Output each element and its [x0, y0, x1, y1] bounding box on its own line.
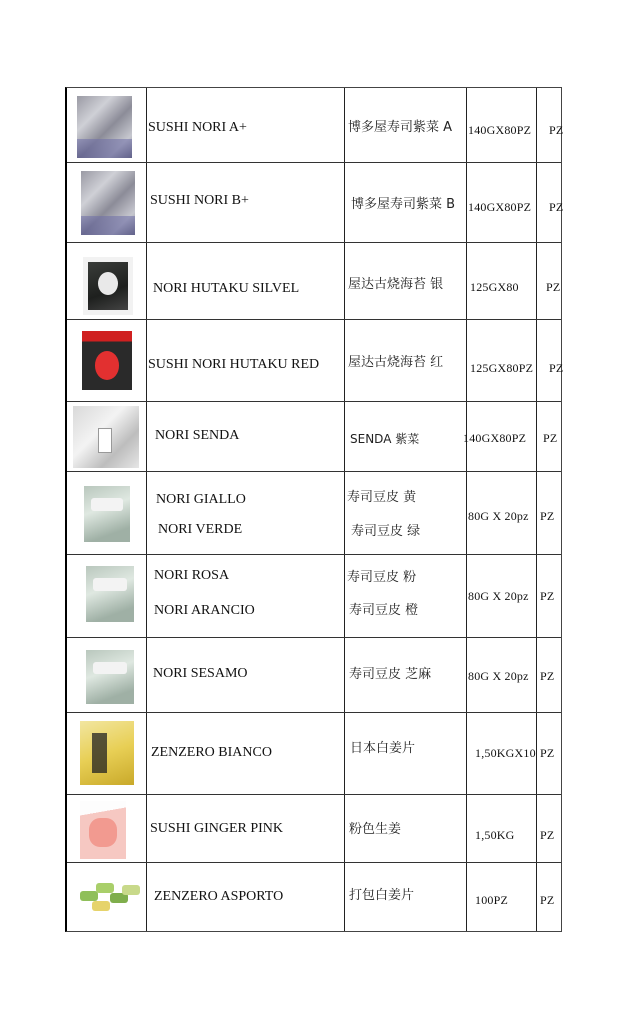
product-name: NORI HUTAKU SILVEL	[153, 281, 300, 296]
package-size: 1,50KGX10	[475, 746, 536, 760]
package-size: 100PZ	[475, 893, 509, 907]
unit: PZ	[540, 828, 555, 842]
unit: PZ	[540, 746, 555, 760]
pink-ginger-package-image	[80, 801, 126, 859]
product-name-chinese: 寿司豆皮 粉	[347, 570, 417, 585]
unit: PZ	[543, 431, 558, 445]
product-name-chinese: 打包白姜片	[349, 888, 415, 903]
product-name-chinese: 粉色生姜	[349, 822, 402, 837]
product-name: SUSHI NORI A+	[148, 120, 247, 135]
unit: PZ	[549, 123, 564, 137]
package-size: 125GX80	[470, 280, 519, 294]
product-name-chinese: 屋达古烧海苔 红	[348, 355, 444, 370]
nori-package-image	[77, 96, 132, 158]
product-name: SUSHI NORI B+	[150, 193, 249, 208]
unit: PZ	[546, 280, 561, 294]
product-name: SUSHI NORI HUTAKU RED	[148, 357, 320, 372]
product-name-chinese: 寿司豆皮 绿	[351, 524, 421, 539]
product-name: NORI ARANCIO	[154, 603, 255, 618]
package-size: 140GX80PZ	[468, 123, 532, 137]
table-row	[67, 795, 561, 863]
table-row	[67, 555, 561, 638]
product-name: ZENZERO BIANCO	[151, 745, 272, 760]
product-name-chinese: SENDA 紫菜	[350, 432, 420, 446]
product-name-chinese: 屋达古烧海苔 银	[348, 277, 444, 292]
table-row	[67, 638, 561, 713]
table-row	[67, 243, 561, 320]
product-name: NORI ROSA	[154, 568, 230, 583]
product-name-chinese: 日本白姜片	[350, 741, 416, 756]
soy-sheet-package-image	[86, 566, 134, 622]
package-size: 140GX80PZ	[463, 431, 527, 445]
product-name: ZENZERO ASPORTO	[154, 889, 284, 904]
product-name-chinese: 寿司豆皮 黄	[347, 490, 417, 505]
package-size: 80G X 20pz	[468, 669, 529, 683]
package-size: 80G X 20pz	[468, 589, 529, 603]
product-name: SUSHI GINGER PINK	[150, 821, 284, 836]
table-row	[67, 472, 561, 555]
unit: PZ	[540, 669, 555, 683]
product-name-chinese: 寿司豆皮 橙	[349, 603, 419, 618]
product-name-chinese: 博多屋寿司紫菜 A	[348, 120, 453, 135]
soy-sheet-package-image	[86, 650, 134, 704]
dark-nori-package-image	[83, 257, 133, 315]
takeaway-ginger-image	[74, 877, 140, 919]
nori-package-image	[81, 171, 135, 235]
package-size: 80G X 20pz	[468, 509, 529, 523]
product-name: NORI SENDA	[155, 428, 240, 443]
product-name-chinese: 博多屋寿司紫菜 B	[351, 197, 456, 212]
unit: PZ	[540, 509, 555, 523]
package-size: 125GX80PZ	[470, 361, 534, 375]
table-row	[67, 713, 561, 795]
unit: PZ	[540, 893, 555, 907]
package-size: 1,50KG	[475, 828, 515, 842]
product-name: NORI VERDE	[158, 522, 243, 537]
product-name-chinese: 寿司豆皮 芝麻	[349, 667, 432, 682]
unit: PZ	[540, 589, 555, 603]
table-row	[67, 320, 564, 402]
unit: PZ	[549, 361, 564, 375]
table-row	[67, 88, 564, 163]
unit: PZ	[549, 200, 564, 214]
table-row	[67, 402, 561, 472]
red-nori-package-image	[79, 328, 135, 394]
table-row	[67, 163, 564, 243]
table-row	[67, 863, 561, 933]
product-name: NORI GIALLO	[156, 492, 246, 507]
soy-sheet-package-image	[84, 486, 130, 542]
silver-nori-package-image	[73, 406, 139, 468]
product-table	[65, 87, 562, 932]
white-ginger-package-image	[80, 721, 134, 785]
product-name: NORI SESAMO	[153, 666, 248, 681]
package-size: 140GX80PZ	[468, 200, 532, 214]
